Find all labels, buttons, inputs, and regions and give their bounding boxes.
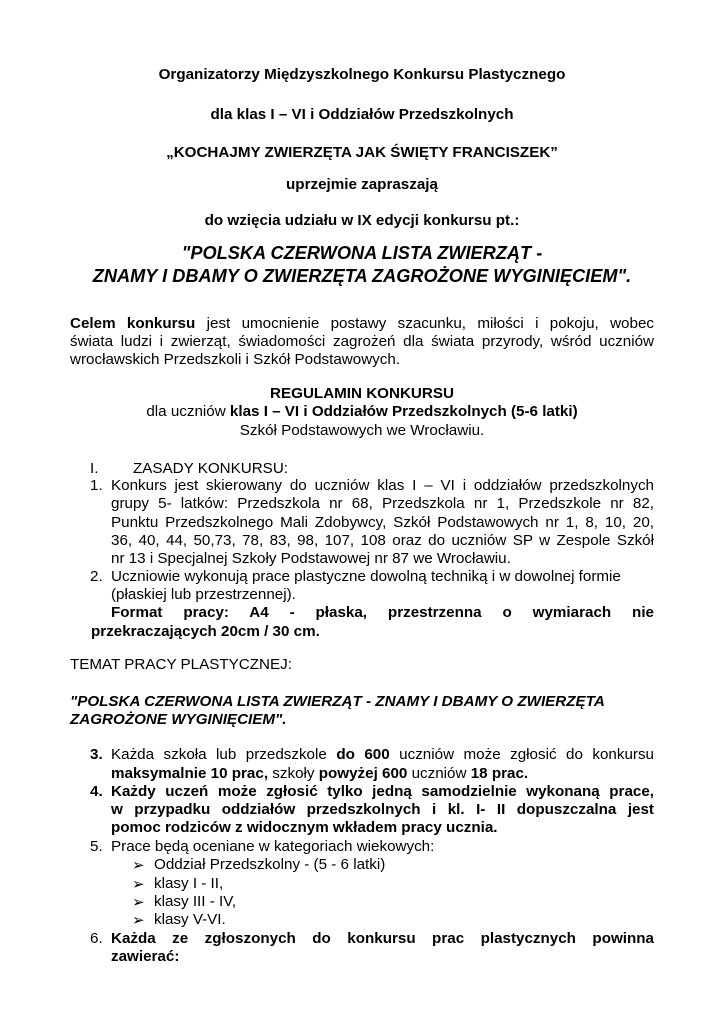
item-3-l1c: uczniów może zgłosić do konkursu bbox=[399, 746, 654, 763]
item-3-line-1 bbox=[111, 746, 654, 763]
category-item: Oddział Przedszkolny - (5 - 6 latki) bbox=[154, 856, 386, 873]
item-5-line-1: Prace będą oceniane w kategoriach wiekowych: bbox=[111, 838, 435, 855]
section-1-number: I. bbox=[90, 460, 99, 477]
item-4-line-3: pomoc rodziców z widocznym wkładem pracy ucznia. bbox=[111, 819, 498, 836]
item-5-number: 5. bbox=[90, 838, 103, 855]
goal-paragraph-line-3: wrocławskich Przedszkoli i Szkół Podstawowych. bbox=[70, 351, 401, 368]
section-1-title: ZASADY KONKURSU: bbox=[133, 460, 289, 477]
regulations-subheading-2: Szkół Podstawowych we Wrocławiu. bbox=[239, 422, 485, 439]
program-name-line: „KOCHAJMY ZWIERZĘTA JAK ŚWIĘTY FRANCISZEK” bbox=[166, 144, 558, 161]
organizers-line: Organizatorzy Międzyszkolnego Konkursu Plastycznego bbox=[158, 66, 566, 83]
item-3-l1a: Każda szkoła lub przedszkole bbox=[111, 746, 327, 763]
regulations-sub1-prefix: dla uczniów bbox=[146, 403, 226, 420]
item-3-number: 3. bbox=[90, 746, 103, 763]
item-6-number: 6. bbox=[90, 930, 103, 947]
item-2-line-2: (płaskiej lub przestrzennej). bbox=[111, 586, 296, 603]
item-6-line-1: Każda ze zgłoszonych do konkursu prac plastycznych powinna bbox=[111, 930, 654, 947]
item-2-format-line-2: przekraczających 20cm / 30 cm. bbox=[91, 623, 320, 640]
classes-line: dla klas I – VI i Oddziałów Przedszkolnych bbox=[210, 106, 514, 123]
arrow-bullet-icon: ➢ bbox=[132, 857, 145, 874]
goal-lead: Celem konkursu bbox=[70, 315, 196, 332]
item-4-number: 4. bbox=[90, 783, 103, 800]
contest-title-line-2: ZNAMY I DBAMY O ZWIERZĘTA ZAGROŻONE WYGINIĘCIEM". bbox=[92, 266, 632, 286]
contest-title-line-1: "POLSKA CZERWONA LISTA ZWIERZĄT - bbox=[181, 243, 543, 263]
regulations-sub1-bold: klas I – VI i Oddziałów Przedszkolnych (5-6 latki) bbox=[229, 403, 578, 420]
item-4-line-1: Każdy uczeń może zgłosić tylko jedną samodzielnie wykonaną prace, bbox=[111, 783, 654, 800]
regulations-subheading-1 bbox=[0, 403, 724, 420]
topic-title-line-1: "POLSKA CZERWONA LISTA ZWIERZĄT - ZNAMY I DBAMY O ZWIERZĘTA bbox=[70, 693, 605, 710]
item-1-line-3: Punktu Przedszkolnego Mali Zdobywcy, Szkół Podstawowych nr 1, 8, 10, 20, bbox=[111, 514, 654, 531]
goal-line-1-text: jest umocnienie postawy szacunku, miłości i pokoju, wobec bbox=[206, 315, 654, 332]
arrow-bullet-icon: ➢ bbox=[132, 912, 145, 929]
category-item: klasy V-VI. bbox=[154, 911, 226, 928]
arrow-bullet-icon: ➢ bbox=[132, 876, 145, 893]
invite-line: uprzejmie zapraszają bbox=[286, 176, 438, 193]
goal-paragraph-line-1 bbox=[70, 315, 654, 332]
item-3-line-2 bbox=[111, 765, 528, 782]
participation-line: do wzięcia udziału w IX edycji konkursu pt.: bbox=[204, 212, 520, 229]
item-1-line-4: 36, 40, 44, 50,73, 78, 83, 98, 107, 108 oraz do uczniów SP w Zespole Szkół bbox=[111, 532, 654, 549]
item-2-number: 2. bbox=[90, 568, 103, 585]
category-item: klasy III - IV, bbox=[154, 893, 237, 910]
item-6-line-2: zawierać: bbox=[111, 948, 180, 965]
item-1-number: 1. bbox=[90, 477, 103, 494]
arrow-bullet-icon: ➢ bbox=[132, 894, 145, 911]
item-1-line-1: Konkurs jest skierowany do uczniów klas I – VI i oddziałów przedszkolnych bbox=[111, 477, 654, 494]
item-3-l2d: uczniów bbox=[411, 765, 467, 782]
topic-heading: TEMAT PRACY PLASTYCZNEJ: bbox=[70, 656, 292, 673]
topic-title-line-2: ZAGROŻONE WYGINIĘCIEM". bbox=[70, 711, 287, 728]
item-1-line-5: nr 13 i Specjalnej Szkoły Podstawowej nr 87 we Wrocławiu. bbox=[111, 550, 511, 567]
item-3-l2b: szkoły bbox=[272, 765, 315, 782]
item-3-l2c: powyżej 600 bbox=[318, 765, 408, 782]
goal-paragraph-line-2: świata ludzi i zwierząt, świadomości zagrożeń dla świata przyrody, wśród uczniów bbox=[70, 333, 654, 350]
regulations-heading: REGULAMIN KONKURSU bbox=[270, 385, 454, 402]
item-1-line-2: grupy 5- latków: Przedszkola nr 68, Przedszkola nr 1, Przedszkole nr 82, bbox=[111, 495, 654, 512]
item-2-line-1: Uczniowie wykonują prace plastyczne dowolną techniką i w dowolnej formie bbox=[111, 568, 621, 585]
item-4-line-2: w przypadku oddziałów przedszkolnych i kl. I- II dopuszczalna jest bbox=[111, 801, 654, 818]
item-3-l2e: 18 prac. bbox=[470, 765, 529, 782]
item-2-format-line-1: Format pracy: A4 - płaska, przestrzenna o wymiarach nie bbox=[111, 604, 654, 621]
item-3-l2a: maksymalnie 10 prac, bbox=[111, 765, 269, 782]
item-3-l1b: do 600 bbox=[336, 746, 390, 763]
category-item: klasy I - II, bbox=[154, 875, 224, 892]
